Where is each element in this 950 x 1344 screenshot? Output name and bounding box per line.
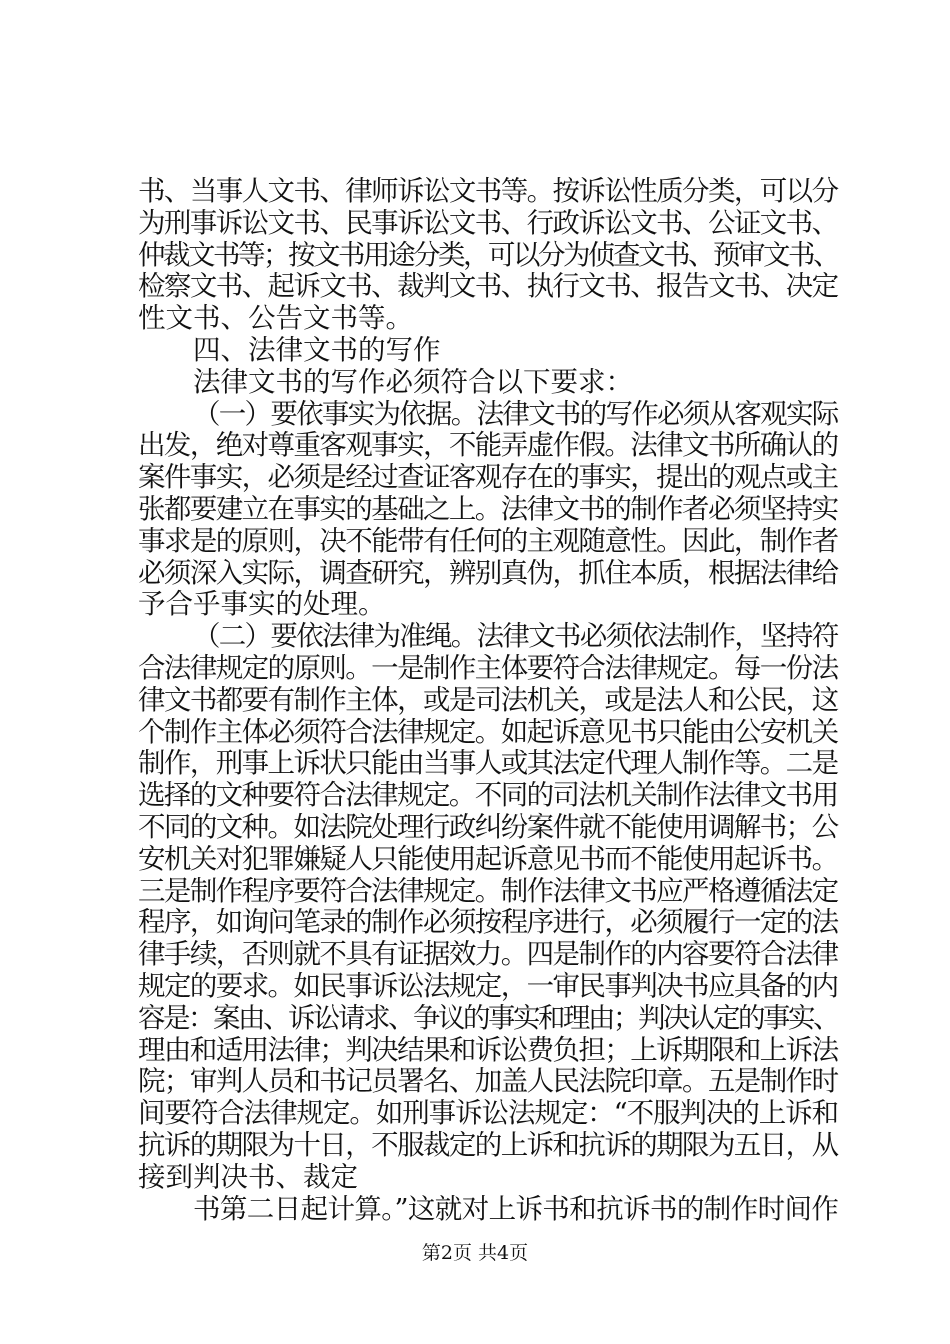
text-line: 容是：案由、诉讼请求、争议的事实和理由；判决认定的事实、: [138, 1001, 838, 1034]
text-line: 张都要建立在事实的基础之上。法律文书的制作者必须坚持实: [138, 492, 838, 525]
text-line: 程序，如询问笔录的制作必须按程序进行，必须履行一定的法: [138, 906, 838, 939]
text-line: 书、当事人文书、律师诉讼文书等。按诉讼性质分类，可以分: [138, 175, 838, 207]
text-line: （一）要依事实为依据。法律文书的写作必须从客观实际: [193, 397, 838, 430]
text-line: 案件事实，必须是经过查证客观存在的事实，提出的观点或主: [138, 461, 838, 494]
text-line: 抗诉的期限为十日，不服裁定的上诉和抗诉的期限为五日，从: [138, 1128, 838, 1161]
text-line: （二）要依法律为准绳。法律文书必须依法制作，坚持符: [193, 620, 838, 653]
text-line: 出发，绝对尊重客观事实，不能弄虚作假。法律文书所确认的: [138, 429, 838, 462]
text-line: 四、法律文书的写作: [193, 333, 441, 366]
text-line: 安机关对犯罪嫌疑人只能使用起诉意见书而不能使用起诉书。: [138, 842, 838, 875]
page-footer: 第2页 共4页: [421, 1242, 529, 1264]
text-line: 予合乎事实的处理。: [138, 588, 386, 621]
text-line: 不同的文种。如法院处理行政纠纷案件就不能使用调解书；公: [138, 810, 838, 843]
text-line: 院；审判人员和书记员署名、加盖人民法院印章。五是制作时: [138, 1065, 838, 1098]
text-line: 性文书、公告文书等。: [138, 302, 413, 335]
text-line: 接到判决书、裁定: [138, 1160, 358, 1193]
text-line: 个制作主体必须符合法律规定。如起诉意见书只能由公安机关: [138, 715, 838, 748]
text-line: 检察文书、起诉文书、裁判文书、执行文书、报告文书、决定: [138, 270, 838, 303]
text-line: 制作，刑事上诉状只能由当事人或其法定代理人制作等。二是: [138, 747, 838, 780]
text-line: 律文书都要有制作主体，或是司法机关，或是法人和公民，这: [138, 683, 838, 716]
text-line: 理由和适用法律；判决结果和诉讼费负担；上诉期限和上诉法: [138, 1033, 838, 1066]
text-line: 间要符合法律规定。如刑事诉讼法规定：“不服判决的上诉和: [138, 1097, 839, 1130]
text-line: 书第二日起计算。”这就对上诉书和抗诉书的制作时间作: [193, 1192, 839, 1225]
text-line: 为刑事诉讼文书、民事诉讼文书、行政诉讼文书、公证文书、: [138, 206, 838, 239]
text-line: 仲裁文书等；按文书用途分类，可以分为侦查文书、预审文书、: [138, 238, 838, 271]
text-line: 合法律规定的原则。一是制作主体要符合法律规定。每一份法: [138, 651, 838, 684]
text-line: 规定的要求。如民事诉讼法规定，一审民事判决书应具备的内: [138, 969, 838, 1002]
document-body: [138, 176, 838, 1225]
text-line: 事求是的原则，决不能带有任何的主观随意性。因此，制作者: [138, 524, 838, 557]
text-line: 法律文书的写作必须符合以下要求：: [193, 365, 633, 398]
text-line: 必须深入实际，调查研究，辨别真伪，抓住本质，根据法律给: [138, 556, 838, 589]
text-line: 律手续，否则就不具有证据效力。四是制作的内容要符合法律: [138, 938, 838, 971]
text-line: 选择的文种要符合法律规定。不同的司法机关制作法律文书用: [138, 779, 838, 812]
text-line: 三是制作程序要符合法律规定。制作法律文书应严格遵循法定: [138, 874, 838, 907]
